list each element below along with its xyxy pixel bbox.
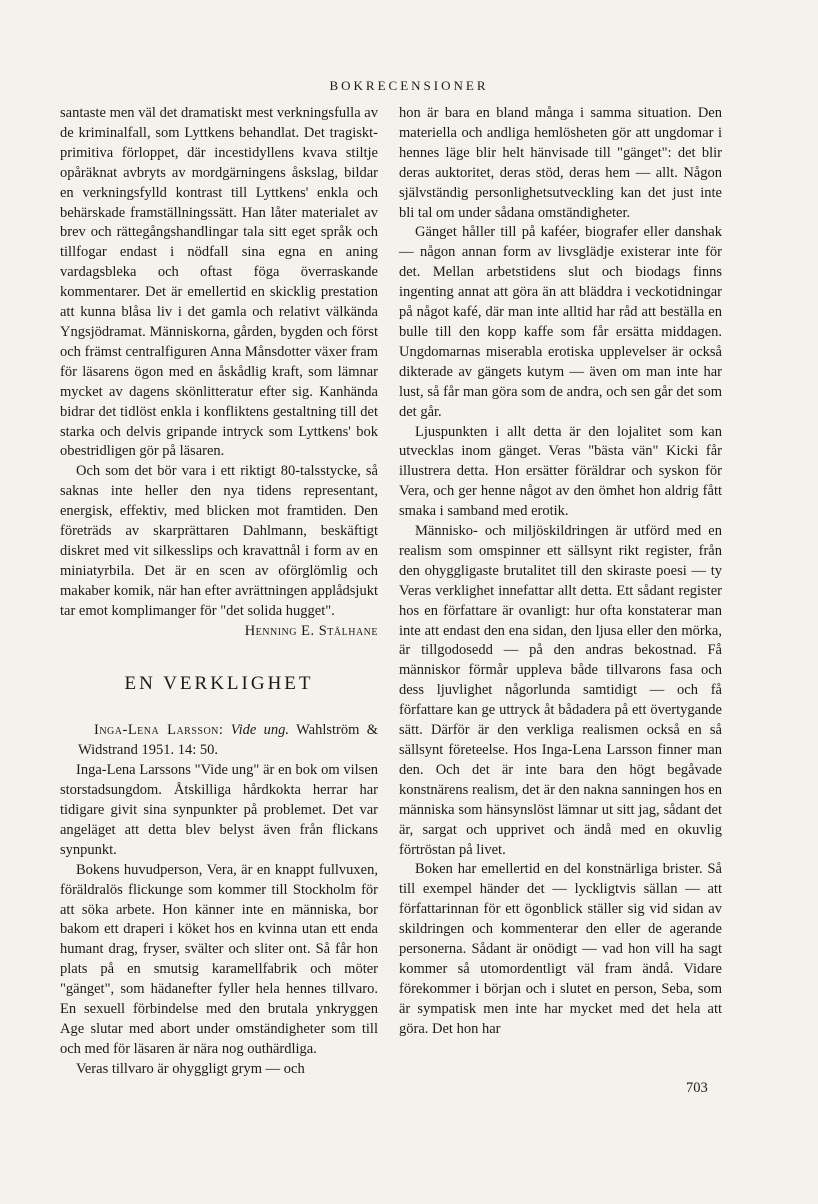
paragraph: Boken har emellertid en del konstnärliga brister. Så till exempel händer det — lyckligtvis sällan — att författarinnan för ett ögonblick ställer sig vid sidan av skildringen och kommenterar den eller de agerande personerna. Sådant är onödigt — vad hon vill ha sagt kommer så utomordentligt väl fram ändå. Vidare förekommer i början och i slutet en person, Seba, som är sympatisk men inte har mycket med det hela att göra. Det hon har [399, 861, 722, 1037]
running-header: BOKRECENSIONER [329, 78, 489, 93]
book-info [60, 721, 378, 761]
book-author: Inga-Lena Larsson: [94, 722, 224, 739]
paragraph: hon är bara en bland många i samma situation. Den materiella och andliga hemlösheten gör att ungdomar i hennes läge blir helt hänvisade till "gänget": det blir deras auktoritet, deras stöd, deras hem — allt. Någon självständig personlighetsutveckling kan det just inte bli tal om under sådana omständigheter. [399, 105, 722, 221]
paragraph: santaste men väl det dramatiskt mest verkningsfulla av de kriminalfall, som Lyttkens behandlat. Det tragiskt-primitiva förloppet, där incestidyllens kvava stiltje opåräknat avbryts av mordgärningens åskslag, bildar en verkningsfylld kontrast till Lyttkens' enkla och behärskade framställningssätt. Han låter materialet av brev och rättegångshandlingar tala sitt eget språk och tillfogar endast i nödfall sina egna en aning vardagsbleka och oftast föga överraskande kommentarer. Det är emellertid en skicklig prestation att kunna blåsa liv i det gamla och relativt välkända Yngsjödramat. Människorna, gården, bygden och först och främst centralfiguren Anna Månsdotter växer fram för läsarens ögon med en åskådlig kraft, som lämnar mycket av dagens skönlitteratur efter sig. Kanhända bidrar det tidlöst enkla i konfliktens gestaltning till det starka och delvis gripande intryck som Lyttkens' bok obestridligen gör på läsaren. [60, 105, 378, 460]
book-publisher: Wahlström & Widstrand 1951. 14: 50. [78, 722, 379, 759]
page-number: 703 [686, 1080, 708, 1096]
paragraph: Ljuspunkten i allt detta är den lojalitet som kan utvecklas inom gänget. Veras "bästa vän" Kicki får illustrera detta. Hon ersätter föräldrar och syskon för Vera, och ger henne något av den ömhet hon aldrig fått smaka i samband med erotik. [399, 423, 722, 520]
paragraph: Bokens huvudperson, Vera, är en knappt fullvuxen, föräldralös flickunge som kommer till Stockholm för att söka arbete. Hon känner inte en människa, bor bakom ett draperi i köket hos en kvinna utan ett enda humant drag, fryser, svälter och sliter ont. Så får hon plats på en smutsig karamellfabrik och möter "gänget", som hädanefter fyller hela hennes tillvaro. En sexuell förbindelse med den brutala ynkryggen Age slutar med abort under omständigheter som till och med för läsaren är nära nog outhärdliga. [60, 861, 378, 1057]
right-column [399, 104, 722, 1040]
paragraph: Inga-Lena Larssons "Vide ung" är en bok om vilsen storstadsungdom. Åtskilliga hårdkokta herrar har tidigare givit sina synpunkter på problemet. Det var angeläget att detta blev belyst även från flickans synpunkt. [60, 762, 378, 858]
review-signature-line [60, 622, 378, 642]
section-title: EN VERKLIGHET [124, 673, 314, 695]
left-column [60, 104, 378, 1080]
book-title: Vide ung. [230, 722, 290, 739]
paragraph: Gänget håller till på kaféer, biografer eller danshak — någon annan form av livsglädje existerar inte för det. Mellan arbetstidens slut och biodags finns ingenting annat att göra än att bläddra i veckotidningar på något kafé, där man inte alltid har råd att beställa en bulle till den kopp kaffe som får ersätta middagen. Ungdomarnas miserabla erotiska upplevelser är också dikterade av gängets kutym — även om man inte har lust, så får man göra som de andra, och sen går det som det går. [399, 224, 722, 420]
paragraph: Veras tillvaro är ohyggligt grym — och [76, 1060, 305, 1077]
paragraph: Människo- och miljöskildringen är utförd med en realism som omspinner ett sällsynt rikt register, från den ohyggligaste brutalitet till den skiraste poesi — ty Veras verklighet innefattar allt detta. Ett sådant register hos en författare är ovanligt: hur ofta konstaterar man inte att endast den ena sidan, den ljusa eller den mörka, är tillgodosedd — på den andras bekostnad. Få människor förmår uppleva både tillvarons fasa och dess ljuvlighet någorlunda samtidigt — och få författare kan ge uttryck åt bådadera på ett övertygande sätt. Därför är den verkliga realismen också en så sällsynt företeelse. Hos Inga-Lena Larsson finner man den. Och det är inte bara den högt begåvade konstnärens realism, det är den nakna sanningen hos en människa som hänsynslöst lämnar ut sitt jag, sådant det är, sargat och upprivet och ändå med en okuvlig förtröstan på livet. [399, 523, 722, 858]
reviewer-signature: Henning E. Stålhane [244, 622, 378, 639]
paragraph: Och som det bör vara i ett riktigt 80-talsstycke, så saknas inte heller den nya tidens representant, energisk, effektiv, med blicken mot framtiden. Den företräds av skarprättaren Dahlmann, beskäftigt diskret med vit silkesslips och kravattnål i form av en miniatyrbila. Det är en scen av oförglömlig och makaber komik, när han efter avrättningen applådsjukt tar emot komplimanger för "det solida hugget". [60, 463, 378, 619]
